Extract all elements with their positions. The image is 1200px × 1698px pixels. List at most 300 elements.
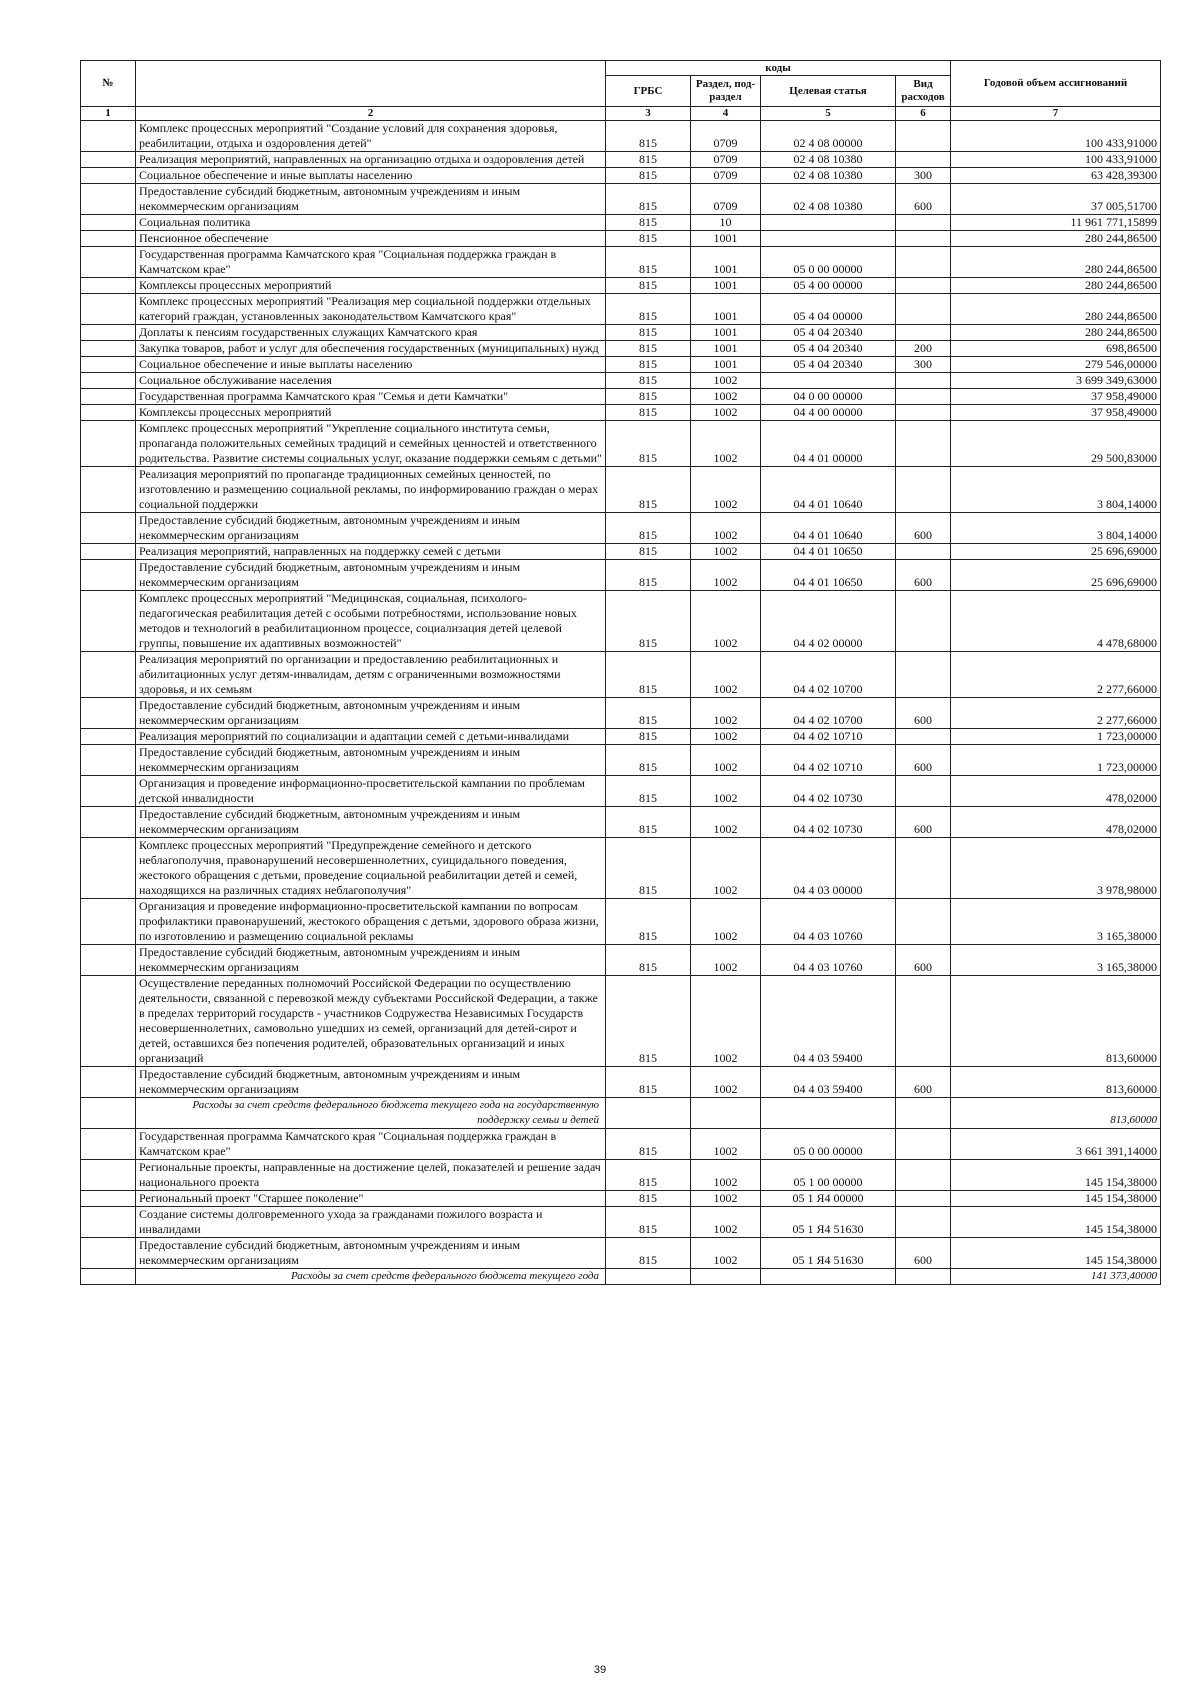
cell-type <box>896 838 951 899</box>
cell-num <box>81 373 136 389</box>
table-row <box>81 121 1161 152</box>
cell-target: 04 4 01 00000 <box>761 421 896 467</box>
cell-amount: 813,60000 <box>951 1098 1161 1129</box>
cell-target: 02 4 08 00000 <box>761 121 896 152</box>
cell-num <box>81 1191 136 1207</box>
cell-section: 1002 <box>691 807 761 838</box>
cell-num <box>81 421 136 467</box>
cell-num <box>81 591 136 652</box>
cell-target <box>761 1098 896 1129</box>
cell-section <box>691 1269 761 1285</box>
cell-target: 04 4 03 10760 <box>761 899 896 945</box>
cell-section: 1002 <box>691 838 761 899</box>
cell-target: 05 1 Я4 51630 <box>761 1238 896 1269</box>
cell-num <box>81 325 136 341</box>
cell-section: 1001 <box>691 278 761 294</box>
cell-section: 1001 <box>691 341 761 357</box>
cell-num <box>81 945 136 976</box>
cell-section: 1002 <box>691 1160 761 1191</box>
cell-section: 1002 <box>691 698 761 729</box>
table-row <box>81 899 1161 945</box>
cell-amount: 63 428,39300 <box>951 168 1161 184</box>
cell-name: Предоставление субсидий бюджетным, автономным учреждениям и иным некоммерческим организациям <box>136 1238 606 1269</box>
cell-grbs: 815 <box>606 389 691 405</box>
cell-section: 1002 <box>691 405 761 421</box>
cell-section <box>691 1098 761 1129</box>
table-row <box>81 729 1161 745</box>
cell-name: Доплаты к пенсиям государственных служащих Камчатского края <box>136 325 606 341</box>
cell-type <box>896 544 951 560</box>
cell-num <box>81 1129 136 1160</box>
cell-name: Комплекс процессных мероприятий "Укрепление социального института семьи, пропаганда положительных семейных традиций и семейных ценностей и ответственного родительства. Развитие системы социальных услуг, оказание поддержки семьям с детьми" <box>136 421 606 467</box>
cell-amount: 279 546,00000 <box>951 357 1161 373</box>
cell-type: 600 <box>896 560 951 591</box>
cell-section: 1002 <box>691 389 761 405</box>
cell-type <box>896 591 951 652</box>
table-row <box>81 591 1161 652</box>
cell-num <box>81 341 136 357</box>
cell-grbs: 815 <box>606 807 691 838</box>
cell-name: Закупка товаров, работ и услуг для обеспечения государственных (муниципальных) нужд <box>136 341 606 357</box>
table-row <box>81 976 1161 1067</box>
table-row <box>81 1269 1161 1285</box>
cell-type: 300 <box>896 357 951 373</box>
header-index-6: 6 <box>896 107 951 121</box>
cell-target: 05 1 Я4 00000 <box>761 1191 896 1207</box>
cell-name: Расходы за счет средств федерального бюджета текущего года <box>136 1269 606 1285</box>
cell-num <box>81 1269 136 1285</box>
cell-section: 1001 <box>691 357 761 373</box>
cell-amount: 280 244,86500 <box>951 247 1161 278</box>
table-row <box>81 1160 1161 1191</box>
cell-grbs: 815 <box>606 745 691 776</box>
cell-target <box>761 1269 896 1285</box>
cell-name: Социальное обеспечение и иные выплаты населению <box>136 168 606 184</box>
cell-section: 1002 <box>691 652 761 698</box>
cell-name: Социальное обеспечение и иные выплаты населению <box>136 357 606 373</box>
cell-grbs: 815 <box>606 152 691 168</box>
header-codes: коды <box>606 61 951 76</box>
cell-section: 1002 <box>691 373 761 389</box>
cell-num <box>81 278 136 294</box>
cell-name: Региональный проект "Старшее поколение" <box>136 1191 606 1207</box>
cell-amount: 3 661 391,14000 <box>951 1129 1161 1160</box>
cell-grbs: 815 <box>606 729 691 745</box>
cell-amount: 3 978,98000 <box>951 838 1161 899</box>
cell-grbs: 815 <box>606 341 691 357</box>
cell-type <box>896 278 951 294</box>
budget-table <box>80 60 1161 1285</box>
cell-grbs: 815 <box>606 467 691 513</box>
cell-num <box>81 1067 136 1098</box>
cell-type <box>896 976 951 1067</box>
header-index-7: 7 <box>951 107 1161 121</box>
cell-num <box>81 652 136 698</box>
cell-section: 1002 <box>691 776 761 807</box>
cell-name: Комплексы процессных мероприятий <box>136 405 606 421</box>
cell-name: Социальная политика <box>136 215 606 231</box>
cell-name: Организация и проведение информационно-просветительской кампании по проблемам детской инвалидности <box>136 776 606 807</box>
cell-type: 600 <box>896 745 951 776</box>
cell-num <box>81 899 136 945</box>
cell-target: 05 4 04 00000 <box>761 294 896 325</box>
cell-grbs: 815 <box>606 899 691 945</box>
cell-num <box>81 357 136 373</box>
cell-amount: 280 244,86500 <box>951 325 1161 341</box>
cell-name: Осуществление переданных полномочий Российской Федерации по осуществлению деятельности, связанной с перевозкой между субъектами Российской Федерации, а также в пределах территорий государств - участников Содружества Независимых Государств несовершеннолетних, самовольно ушедших из семей, организаций для детей-сирот и детей, оставшихся без попечения родителей, образовательных организаций и иных организаций <box>136 976 606 1067</box>
table-row <box>81 294 1161 325</box>
table-row <box>81 215 1161 231</box>
cell-target: 04 4 03 10760 <box>761 945 896 976</box>
cell-type <box>896 373 951 389</box>
cell-target: 04 4 00 00000 <box>761 405 896 421</box>
cell-section: 1002 <box>691 1238 761 1269</box>
cell-name: Предоставление субсидий бюджетным, автономным учреждениям и иным некоммерческим организациям <box>136 184 606 215</box>
cell-name: Предоставление субсидий бюджетным, автономным учреждениям и иным некоммерческим организациям <box>136 807 606 838</box>
cell-grbs: 815 <box>606 405 691 421</box>
cell-grbs: 815 <box>606 1067 691 1098</box>
cell-section: 1002 <box>691 899 761 945</box>
cell-amount: 813,60000 <box>951 1067 1161 1098</box>
table-row <box>81 184 1161 215</box>
cell-num <box>81 121 136 152</box>
cell-amount: 25 696,69000 <box>951 544 1161 560</box>
cell-grbs: 815 <box>606 357 691 373</box>
cell-section: 1002 <box>691 1191 761 1207</box>
cell-num <box>81 1160 136 1191</box>
cell-type <box>896 215 951 231</box>
cell-num <box>81 294 136 325</box>
cell-amount: 2 277,66000 <box>951 698 1161 729</box>
cell-target: 04 4 01 10640 <box>761 467 896 513</box>
cell-name: Создание системы долговременного ухода за гражданами пожилого возраста и инвалидами <box>136 1207 606 1238</box>
cell-section: 1002 <box>691 945 761 976</box>
cell-grbs: 815 <box>606 1129 691 1160</box>
cell-type: 600 <box>896 807 951 838</box>
cell-type <box>896 1160 951 1191</box>
table-row <box>81 1191 1161 1207</box>
cell-section: 0709 <box>691 121 761 152</box>
cell-grbs: 815 <box>606 838 691 899</box>
cell-type: 600 <box>896 698 951 729</box>
table-row <box>81 1238 1161 1269</box>
cell-type: 600 <box>896 513 951 544</box>
cell-target: 04 4 02 00000 <box>761 591 896 652</box>
cell-name: Предоставление субсидий бюджетным, автономным учреждениям и иным некоммерческим организациям <box>136 560 606 591</box>
table-row <box>81 278 1161 294</box>
cell-name: Предоставление субсидий бюджетным, автономным учреждениям и иным некоммерческим организациям <box>136 1067 606 1098</box>
cell-name: Комплексы процессных мероприятий <box>136 278 606 294</box>
cell-name: Предоставление субсидий бюджетным, автономным учреждениям и иным некоммерческим организациям <box>136 698 606 729</box>
cell-type <box>896 294 951 325</box>
cell-num <box>81 698 136 729</box>
cell-amount: 478,02000 <box>951 807 1161 838</box>
cell-type: 600 <box>896 1238 951 1269</box>
table-row <box>81 1129 1161 1160</box>
cell-amount: 280 244,86500 <box>951 231 1161 247</box>
cell-target: 04 4 02 10730 <box>761 807 896 838</box>
cell-type: 600 <box>896 184 951 215</box>
cell-section: 1002 <box>691 591 761 652</box>
cell-amount: 37 958,49000 <box>951 389 1161 405</box>
table-row <box>81 168 1161 184</box>
cell-num <box>81 838 136 899</box>
cell-type <box>896 121 951 152</box>
header-name <box>136 61 606 107</box>
table-row <box>81 405 1161 421</box>
table-row <box>81 1067 1161 1098</box>
cell-grbs: 815 <box>606 421 691 467</box>
cell-grbs: 815 <box>606 325 691 341</box>
cell-grbs: 815 <box>606 513 691 544</box>
table-row <box>81 652 1161 698</box>
cell-type <box>896 247 951 278</box>
cell-amount: 3 804,14000 <box>951 513 1161 544</box>
cell-type: 200 <box>896 341 951 357</box>
cell-section: 1001 <box>691 231 761 247</box>
cell-grbs: 815 <box>606 121 691 152</box>
cell-grbs <box>606 1098 691 1129</box>
cell-target: 02 4 08 10380 <box>761 168 896 184</box>
header-section: Раздел, под-раздел <box>691 76 761 107</box>
document-page <box>80 60 1160 1285</box>
cell-grbs: 815 <box>606 168 691 184</box>
cell-target: 02 4 08 10380 <box>761 152 896 168</box>
table-row <box>81 513 1161 544</box>
cell-target: 05 4 04 20340 <box>761 325 896 341</box>
cell-type <box>896 1129 951 1160</box>
header-index-row <box>81 107 1161 121</box>
cell-grbs: 815 <box>606 652 691 698</box>
cell-name: Социальное обслуживание населения <box>136 373 606 389</box>
cell-num <box>81 729 136 745</box>
cell-num <box>81 168 136 184</box>
cell-name: Реализация мероприятий по пропаганде традиционных семейных ценностей, по изготовлению и размещению социальной рекламы, по информированию граждан о мерах социальной поддержки <box>136 467 606 513</box>
cell-target: 05 4 04 20340 <box>761 341 896 357</box>
cell-type <box>896 389 951 405</box>
cell-section: 1001 <box>691 247 761 278</box>
cell-grbs: 815 <box>606 278 691 294</box>
cell-name: Реализация мероприятий, направленных на поддержку семей с детьми <box>136 544 606 560</box>
cell-num <box>81 976 136 1067</box>
cell-num <box>81 247 136 278</box>
cell-amount: 698,86500 <box>951 341 1161 357</box>
cell-grbs: 815 <box>606 976 691 1067</box>
header-index-5: 5 <box>761 107 896 121</box>
cell-target: 04 4 02 10700 <box>761 698 896 729</box>
cell-num <box>81 405 136 421</box>
cell-section: 1002 <box>691 976 761 1067</box>
header-type: Вид расходов <box>896 76 951 107</box>
cell-type <box>896 729 951 745</box>
cell-amount: 100 433,91000 <box>951 121 1161 152</box>
table-row <box>81 467 1161 513</box>
header-index-3: 3 <box>606 107 691 121</box>
table-row <box>81 698 1161 729</box>
cell-amount: 3 699 349,63000 <box>951 373 1161 389</box>
table-body <box>81 121 1161 1285</box>
cell-section: 1002 <box>691 729 761 745</box>
cell-num <box>81 467 136 513</box>
cell-target: 02 4 08 10380 <box>761 184 896 215</box>
cell-name: Комплекс процессных мероприятий "Реализация мер социальной поддержки отдельных категорий граждан, установленных законодательством Камчатского края" <box>136 294 606 325</box>
cell-grbs: 815 <box>606 591 691 652</box>
table-row <box>81 1098 1161 1129</box>
table-row <box>81 325 1161 341</box>
table-row <box>81 560 1161 591</box>
cell-amount: 3 804,14000 <box>951 467 1161 513</box>
cell-name: Предоставление субсидий бюджетным, автономным учреждениям и иным некоммерческим организациям <box>136 513 606 544</box>
cell-num <box>81 152 136 168</box>
cell-section: 0709 <box>691 168 761 184</box>
cell-section: 1002 <box>691 421 761 467</box>
table-row <box>81 838 1161 899</box>
cell-type <box>896 405 951 421</box>
cell-target: 04 4 03 59400 <box>761 976 896 1067</box>
table-row <box>81 421 1161 467</box>
cell-target: 04 4 02 10730 <box>761 776 896 807</box>
cell-target: 04 4 02 10710 <box>761 745 896 776</box>
cell-section: 1002 <box>691 1129 761 1160</box>
cell-target <box>761 215 896 231</box>
cell-grbs: 815 <box>606 373 691 389</box>
cell-name: Государственная программа Камчатского края "Семья и дети Камчатки" <box>136 389 606 405</box>
cell-type: 600 <box>896 1067 951 1098</box>
cell-amount: 813,60000 <box>951 976 1161 1067</box>
table-row <box>81 544 1161 560</box>
cell-amount: 478,02000 <box>951 776 1161 807</box>
cell-grbs: 815 <box>606 698 691 729</box>
table-row <box>81 1207 1161 1238</box>
cell-grbs: 815 <box>606 1238 691 1269</box>
cell-section: 0709 <box>691 152 761 168</box>
cell-section: 1002 <box>691 560 761 591</box>
cell-num <box>81 1238 136 1269</box>
cell-type <box>896 1191 951 1207</box>
cell-type <box>896 776 951 807</box>
cell-target: 05 1 00 00000 <box>761 1160 896 1191</box>
cell-name: Предоставление субсидий бюджетным, автономным учреждениям и иным некоммерческим организациям <box>136 945 606 976</box>
header-index-1: 1 <box>81 107 136 121</box>
table-row <box>81 247 1161 278</box>
cell-amount: 145 154,38000 <box>951 1160 1161 1191</box>
cell-section: 10 <box>691 215 761 231</box>
cell-target: 04 4 02 10710 <box>761 729 896 745</box>
cell-grbs: 815 <box>606 945 691 976</box>
cell-num <box>81 776 136 807</box>
cell-amount: 145 154,38000 <box>951 1238 1161 1269</box>
cell-section: 1002 <box>691 544 761 560</box>
cell-section: 1002 <box>691 1067 761 1098</box>
cell-grbs: 815 <box>606 215 691 231</box>
cell-num <box>81 807 136 838</box>
cell-grbs: 815 <box>606 247 691 278</box>
table-row <box>81 231 1161 247</box>
table-row <box>81 807 1161 838</box>
cell-target: 04 4 01 10650 <box>761 544 896 560</box>
cell-grbs: 815 <box>606 1191 691 1207</box>
cell-target: 04 4 02 10700 <box>761 652 896 698</box>
header-index-4: 4 <box>691 107 761 121</box>
cell-name: Реализация мероприятий, направленных на организацию отдыха и оздоровления детей <box>136 152 606 168</box>
cell-target: 05 4 04 20340 <box>761 357 896 373</box>
cell-target: 04 4 03 00000 <box>761 838 896 899</box>
cell-name: Комплекс процессных мероприятий "Создание условий для сохранения здоровья, реабилитации, отдыха и оздоровления детей" <box>136 121 606 152</box>
cell-grbs: 815 <box>606 544 691 560</box>
cell-amount: 11 961 771,15899 <box>951 215 1161 231</box>
header-index-2: 2 <box>136 107 606 121</box>
cell-num <box>81 513 136 544</box>
cell-amount: 4 478,68000 <box>951 591 1161 652</box>
cell-name: Расходы за счет средств федерального бюджета текущего года на государственную поддержку семьи и детей <box>136 1098 606 1129</box>
table-row <box>81 945 1161 976</box>
cell-target <box>761 373 896 389</box>
table-row <box>81 152 1161 168</box>
cell-type <box>896 1207 951 1238</box>
cell-amount: 1 723,00000 <box>951 745 1161 776</box>
cell-target: 04 4 01 10650 <box>761 560 896 591</box>
table-row <box>81 357 1161 373</box>
cell-amount: 29 500,83000 <box>951 421 1161 467</box>
cell-amount: 37 958,49000 <box>951 405 1161 421</box>
cell-type <box>896 231 951 247</box>
cell-num <box>81 544 136 560</box>
cell-type <box>896 1269 951 1285</box>
cell-target: 04 4 01 10640 <box>761 513 896 544</box>
cell-section: 1001 <box>691 325 761 341</box>
cell-name: Пенсионное обеспечение <box>136 231 606 247</box>
cell-num <box>81 389 136 405</box>
cell-grbs: 815 <box>606 294 691 325</box>
cell-num <box>81 215 136 231</box>
cell-amount: 3 165,38000 <box>951 899 1161 945</box>
cell-name: Комплекс процессных мероприятий "Медицинская, социальная, психолого-педагогическая реабилитация детей с особыми потребностями, использование новых методов и технологий в реабилитационном процессе, социализация детей целевой группы, повышение их адаптивных возможностей" <box>136 591 606 652</box>
table-row <box>81 341 1161 357</box>
cell-target: 05 0 00 00000 <box>761 1129 896 1160</box>
cell-type: 300 <box>896 168 951 184</box>
cell-amount: 145 154,38000 <box>951 1207 1161 1238</box>
cell-num <box>81 1098 136 1129</box>
cell-target <box>761 231 896 247</box>
cell-grbs <box>606 1269 691 1285</box>
cell-section: 1002 <box>691 745 761 776</box>
cell-name: Комплекс процессных мероприятий "Предупреждение семейного и детского неблагополучия, правонарушений несовершеннолетних, суицидального поведения, жестокого обращения с детьми, проведение социальной реабилитации детей и семей, находящихся на различных стадиях неблагополучия" <box>136 838 606 899</box>
table-header <box>81 61 1161 121</box>
cell-name: Реализация мероприятий по социализации и адаптации семей с детьми-инвалидами <box>136 729 606 745</box>
cell-amount: 3 165,38000 <box>951 945 1161 976</box>
table-row <box>81 389 1161 405</box>
cell-section: 1001 <box>691 294 761 325</box>
cell-type <box>896 899 951 945</box>
page-number: 39 <box>593 1664 607 1676</box>
cell-section: 1002 <box>691 467 761 513</box>
table-row <box>81 373 1161 389</box>
cell-type <box>896 152 951 168</box>
cell-name: Организация и проведение информационно-просветительской кампании по вопросам профилактики правонарушений, жестокого обращения с детьми, здорового образа жизни, по изготовлению и размещению социальной рекламы <box>136 899 606 945</box>
table-row <box>81 745 1161 776</box>
cell-grbs: 815 <box>606 231 691 247</box>
header-grbs: ГРБС <box>606 76 691 107</box>
cell-num <box>81 184 136 215</box>
cell-section: 1002 <box>691 1207 761 1238</box>
cell-target: 04 0 00 00000 <box>761 389 896 405</box>
cell-amount: 145 154,38000 <box>951 1191 1161 1207</box>
header-num: № <box>81 61 136 107</box>
cell-section: 1002 <box>691 513 761 544</box>
cell-num <box>81 231 136 247</box>
cell-name: Государственная программа Камчатского края "Социальная поддержка граждан в Камчатском крае" <box>136 247 606 278</box>
cell-amount: 100 433,91000 <box>951 152 1161 168</box>
